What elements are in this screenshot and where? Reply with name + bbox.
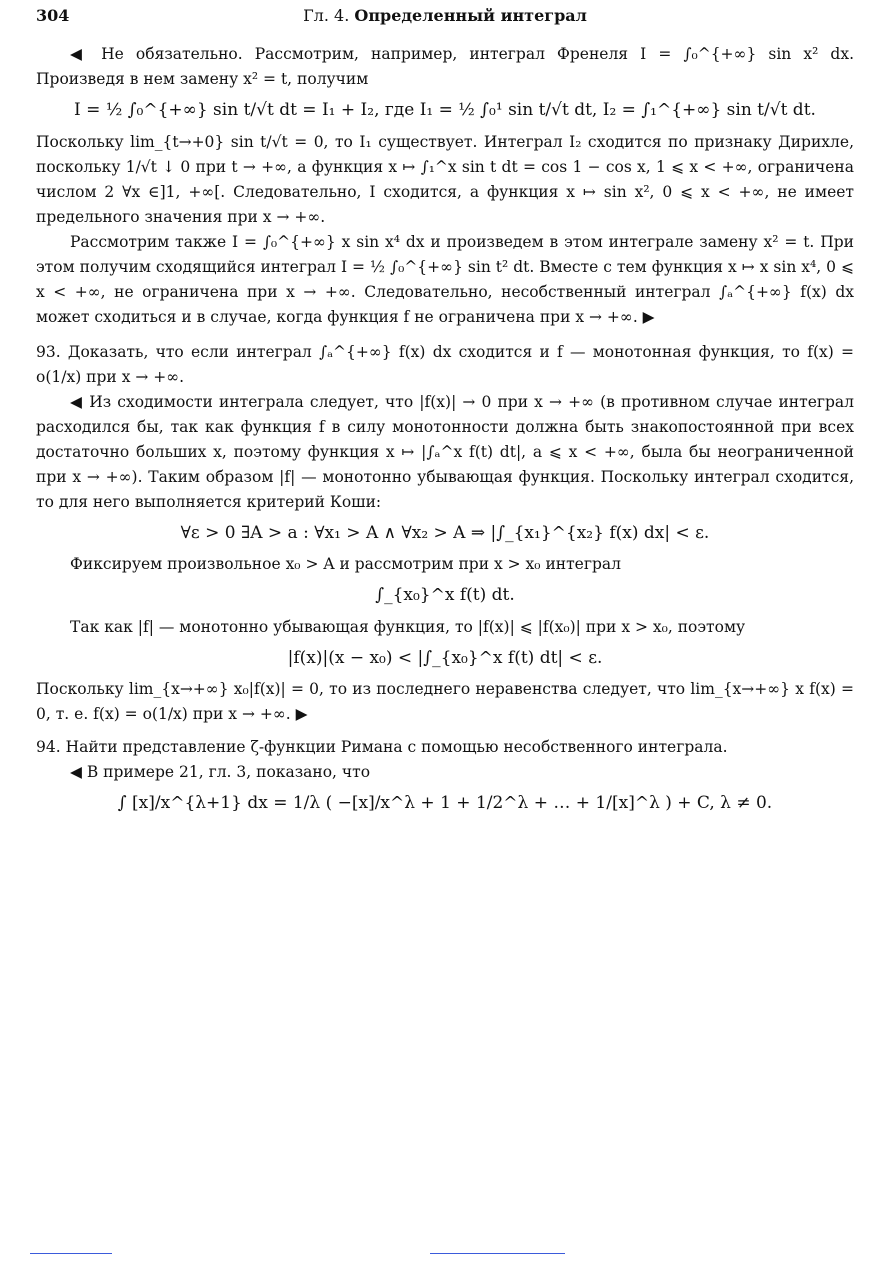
equation-cauchy: ∀ε > 0 ∃A > a : ∀x₁ > A ∧ ∀x₂ > A ⇒ |∫_{x₁}^{x₂} f(x) dx| < ε. — [180, 522, 710, 543]
equation-estimate: |f(x)|(x − x₀) < |∫_{x₀}^x f(t) dt| < ε. — [287, 647, 603, 668]
running-header — [36, 6, 854, 32]
equation-substitution: I = ½ ∫₀^{+∞} sin t/√t dt = I₁ + I₂, где I₁ = ½ ∫₀¹ sin t/√t dt, I₂ = ∫₁^{+∞} sin t/√t dt. — [74, 100, 816, 120]
footer-rule-left — [30, 1253, 112, 1254]
equation-example-21: ∫ [x]/x^{λ+1} dx = 1/λ ( −[x]/x^λ + 1 + 1/2^λ + … + 1/[x]^λ ) + C, λ ≠ 0. — [117, 793, 773, 813]
problem-93-statement: 93. Доказать, что если интеграл ∫ₐ^{+∞} f(x) dx сходится и f — монотонная функция, то f(x) = o(1/x) при x → +∞. — [36, 342, 854, 386]
chapter-heading — [36, 6, 854, 25]
footer-rule-right — [430, 1253, 565, 1254]
page — [36, 6, 854, 823]
paragraph-conclusion-93: Поскольку lim_{x→+∞} x₀|f(x)| = 0, то из последнего неравенства следует, что lim_{x→+∞} x f(x) = 0, т. е. f(x) = o(1/x) при x → +∞. ▶ — [36, 680, 854, 723]
equation-integral-x0: ∫_{x₀}^x f(t) dt. — [375, 585, 515, 605]
page-number: 304 — [36, 6, 70, 25]
proof-94-intro: ◀ В примере 21, гл. 3, показано, что — [70, 763, 371, 781]
paragraph-monotone: Так как |f| — монотонно убывающая функция, то |f(x)| ⩽ |f(x₀)| при x > x₀, поэтому — [70, 617, 746, 636]
paragraph-dirichlet: Поскольку lim_{t→+0} sin t/√t = 0, то I₁ существует. Интеграл I₂ сходится по признаку Дирихле, поскольку 1/√t ↓ 0 при t → +∞, а функция x ↦ ∫₁^x sin t dt = cos 1 − cos x, 1 ⩽ x < +∞, ограничена числом 2 ∀x ∈]1, +∞[. Следовательно, I сходится, а функция x ↦ sin x², 0 ⩽ x < +∞, не имеет предельного значения при x → +∞. — [36, 132, 854, 226]
paragraph-second-example: Рассмотрим также I = ∫₀^{+∞} x sin x⁴ dx и произведем в этом интеграле замену x² = t. При этом получим сходящийся интеграл I = ½ ∫₀^{+∞} sin t² dt. Вместе с тем функция x ↦ x sin x⁴, 0 ⩽ x < +∞, не ограничена при x → +∞. Следовательно, несобственный интеграл ∫ₐ^{+∞} f(x) dx может сходиться и в случае, когда функция f не ограничена при x → +∞. ▶ — [36, 232, 854, 326]
problem-94-statement: 94. Найти представление ζ-функции Римана с помощью несобственного интеграла. — [36, 738, 728, 756]
proof-93-paragraph: ◀ Из сходимости интеграла следует, что |f(x)| → 0 при x → +∞ (в противном случае интеграл расходился бы, так как функция f в силу монотонности должна быть знакопостоянной при всех достаточно больших x, поэтому функция x ↦ |∫ₐ^x f(t) dt|, a ⩽ x < +∞, была бы неограниченной при x → +∞). Таким образом |f| — монотонно убывающая функция. Поскольку интеграл сходится, то для него выполняется критерий Коши: — [36, 392, 854, 511]
paragraph-fresnel: ◀ Не обязательно. Рассмотрим, например, интеграл Френеля I = ∫₀^{+∞} sin x² dx. Произведя в нем замену x² = t, получим — [36, 45, 854, 88]
chapter-label: Гл. 4. — [303, 6, 350, 25]
chapter-title: Определенный интеграл — [354, 6, 587, 25]
paragraph-fix-x0: Фиксируем произвольное x₀ > A и рассмотрим при x > x₀ интеграл — [70, 555, 621, 573]
